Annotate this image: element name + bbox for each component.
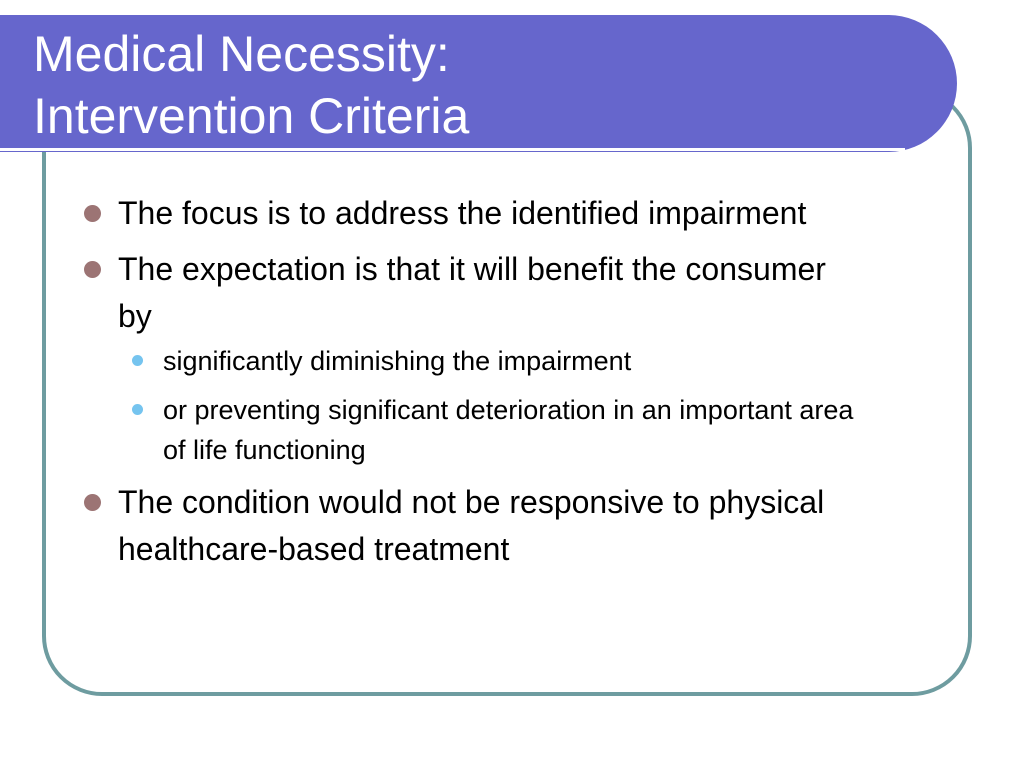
bullet-item-expectation <box>78 246 868 470</box>
sub-bullet-text-diminishing: significantly diminishing the impairment <box>163 346 632 376</box>
primary-bullet-icon <box>84 205 101 222</box>
sub-bullet-item-preventing <box>118 390 868 470</box>
bullet-item-condition <box>78 479 868 573</box>
sub-bullet-item-diminishing <box>118 341 868 381</box>
primary-bullet-icon <box>84 494 101 511</box>
slide-title <box>33 23 893 147</box>
sub-bullet-list <box>118 341 868 470</box>
primary-bullet-icon <box>84 261 101 278</box>
bullet-text-focus: The focus is to address the identified impairment <box>118 195 807 231</box>
bullet-item-focus <box>78 190 868 237</box>
title-bar <box>0 15 957 152</box>
slide-title-line-2: Intervention Criteria <box>33 88 470 144</box>
secondary-bullet-icon <box>132 404 143 415</box>
bullet-text-condition: The condition would not be responsive to physical healthcare-based treatment <box>118 484 825 567</box>
bullet-list <box>78 190 868 582</box>
bullet-text-expectation: The expectation is that it will benefit the consumer by <box>118 251 826 334</box>
sub-bullet-text-preventing: or preventing significant deterioration in an important area of life functioning <box>163 395 854 465</box>
title-underline <box>0 148 905 151</box>
secondary-bullet-icon <box>132 355 143 366</box>
slide-title-line-1: Medical Necessity: <box>33 26 450 82</box>
